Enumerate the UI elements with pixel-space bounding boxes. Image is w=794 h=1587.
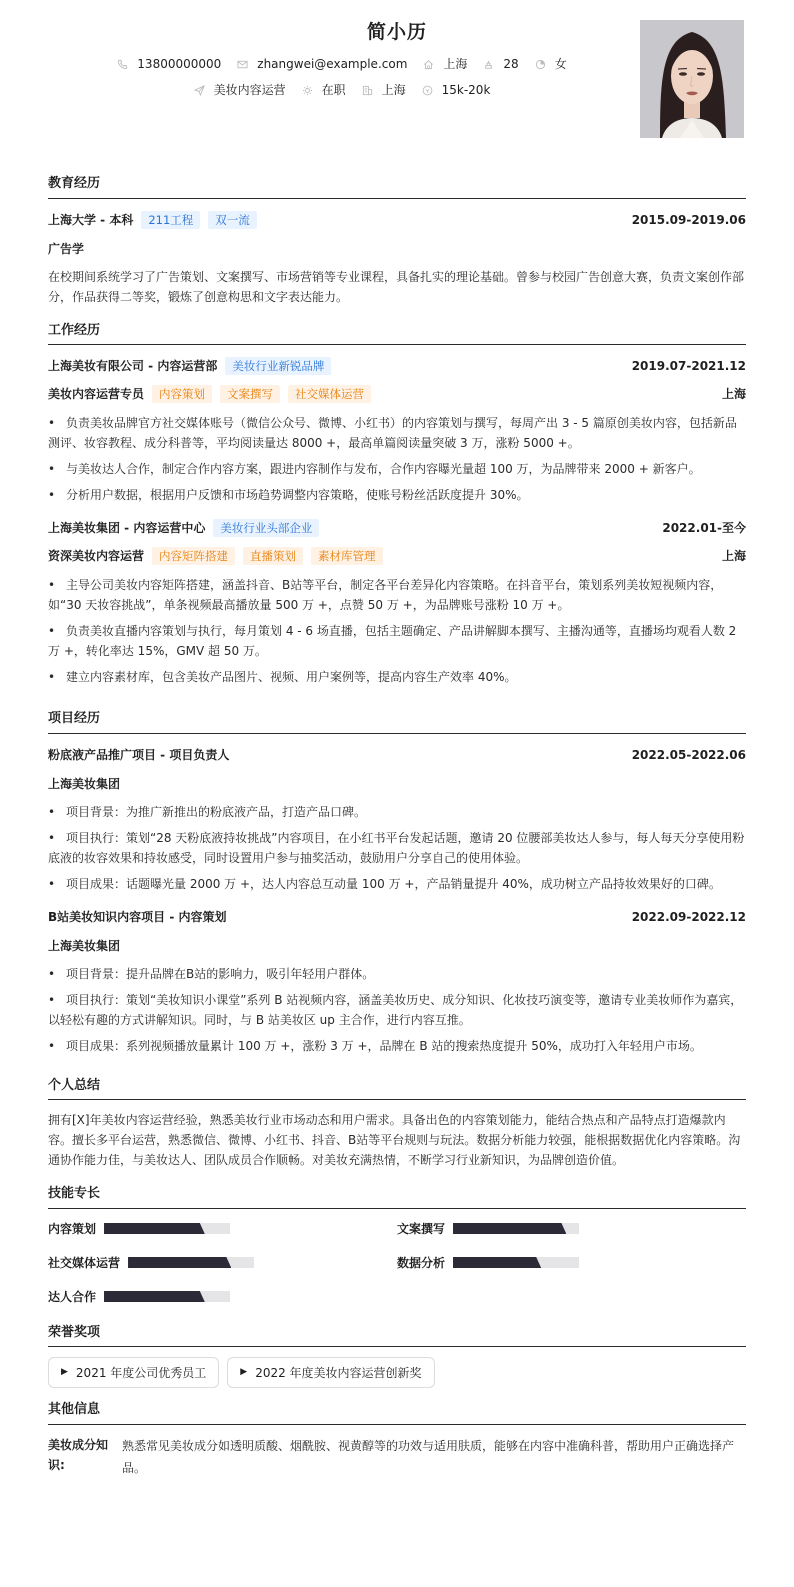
mail-icon bbox=[237, 59, 248, 70]
send-icon bbox=[194, 85, 205, 96]
projects-section bbox=[48, 709, 746, 1056]
list-item: •分析用户数据，根据用户反馈和市场趋势调整内容策略，使账号粉丝活跃度提升 30%。 bbox=[48, 485, 746, 505]
project-org: 上海美妆集团 bbox=[48, 776, 121, 791]
phone-info bbox=[117, 55, 221, 73]
section-title-work: 工作经历 bbox=[48, 321, 746, 346]
work-bullets bbox=[48, 413, 746, 505]
job-status-info bbox=[302, 81, 346, 99]
section-title-summary: 个人总结 bbox=[48, 1076, 746, 1101]
city-info bbox=[423, 55, 467, 73]
list-item: •主导公司美妆内容矩阵搭建，涵盖抖音、B站等平台，制定各平台差异化内容策略。在抖音平台，策划系列美妆短视频内容，如“30 天妆容挑战”，单条视频最高播放量 500 万 +，点赞 50 万 +，为品牌账号涨粉 10 万 +。 bbox=[48, 575, 746, 615]
other-info-label: 美妆成分知识: bbox=[48, 1437, 109, 1472]
company-name: 上海美妆集团 - 内容运营中心 bbox=[48, 521, 206, 535]
building-icon bbox=[362, 85, 373, 96]
phone-value: 13800000000 bbox=[137, 57, 222, 71]
section-title-other: 其他信息 bbox=[48, 1400, 746, 1425]
role-tag: 内容策划 bbox=[152, 385, 212, 403]
role-tag: 直播策划 bbox=[243, 547, 303, 565]
list-item: •项目成果：系列视频播放量累计 100 万 +，涨粉 3 万 +，品牌在 B 站的搜索热度提升 50%，成功打入年轻用户市场。 bbox=[48, 1036, 746, 1056]
salary-icon bbox=[422, 85, 433, 96]
award-item: ▶ 2021 年度公司优秀员工 bbox=[48, 1357, 219, 1388]
work-section bbox=[48, 321, 746, 688]
project-date: 2022.05-2022.06 bbox=[631, 747, 746, 762]
education-header-row bbox=[48, 209, 746, 231]
list-item: •项目执行：策划“28 天粉底液持妆挑战”内容项目，在小红书平台发起话题，邀请 20 位腰部美妆达人参与，每人每天分享使用粉底液的妆容效果和持妆感受，同时设置用户参与抽奖活动，鼓励用户分享自己的使用体验。 bbox=[48, 828, 746, 868]
section-title-projects: 项目经历 bbox=[48, 709, 746, 734]
project-item bbox=[48, 744, 746, 894]
gender-info bbox=[535, 55, 567, 73]
skill-bar bbox=[104, 1223, 230, 1234]
work-item bbox=[48, 355, 746, 505]
age-icon bbox=[483, 59, 494, 70]
list-item: •项目背景：提升品牌在B站的影响力，吸引年轻用户群体。 bbox=[48, 964, 746, 984]
education-description: 在校期间系统学习了广告策划、文案撰写、市场营销等专业课程，具备扎实的理论基础。曾参与校园广告创意大赛，负责文案创作部分，作品获得二等奖，锻炼了创意构思和文字表达能力。 bbox=[48, 269, 745, 304]
section-title-skills: 技能专长 bbox=[48, 1184, 746, 1209]
target-position-info bbox=[194, 81, 286, 99]
job-status-value: 在职 bbox=[321, 83, 346, 97]
target-city-value: 上海 bbox=[381, 83, 406, 97]
education-date: 2015.09-2019.06 bbox=[631, 212, 746, 227]
email-info bbox=[237, 55, 407, 73]
school-tag: 双一流 bbox=[208, 211, 257, 229]
project-name: B站美妆知识内容项目 - 内容策划 bbox=[48, 909, 227, 924]
company-tag: 美妆行业新锐品牌 bbox=[225, 357, 331, 375]
skill-item: 内容策划 bbox=[48, 1219, 397, 1239]
work-company-row bbox=[48, 517, 746, 539]
list-item: •负责美妆直播内容策划与执行，每月策划 4 - 6 场直播，包括主题确定、产品讲解脚本撰写、主播沟通等，直播场均观看人数 2 万 +，转化率达 15%，GMV 超 50 万。 bbox=[48, 621, 746, 661]
candidate-name: 简小历 bbox=[366, 21, 427, 43]
project-header-row bbox=[48, 906, 746, 928]
target-city-info bbox=[362, 81, 406, 99]
skill-bar bbox=[453, 1257, 579, 1268]
company-tag: 美妆行业头部企业 bbox=[213, 519, 319, 537]
other-info-item bbox=[48, 1435, 746, 1479]
skill-item: 达人合作 bbox=[48, 1287, 397, 1307]
role-tag: 文案撰写 bbox=[220, 385, 280, 403]
awards-section bbox=[48, 1323, 746, 1389]
work-role-row bbox=[48, 545, 746, 567]
skill-bar bbox=[128, 1257, 254, 1268]
skills-grid bbox=[48, 1219, 746, 1307]
phone-icon bbox=[117, 59, 128, 70]
work-date: 2022.01-至今 bbox=[662, 521, 746, 535]
other-section bbox=[48, 1400, 746, 1479]
company-name: 上海美妆有限公司 - 内容运营部 bbox=[48, 359, 218, 373]
role-tag: 社交媒体运营 bbox=[288, 385, 371, 403]
skills-section bbox=[48, 1184, 746, 1307]
major: 广告学 bbox=[48, 241, 85, 256]
work-company-row bbox=[48, 355, 746, 377]
skill-item: 数据分析 bbox=[397, 1253, 746, 1273]
awards-list bbox=[48, 1357, 746, 1388]
project-name: 粉底液产品推广项目 - 项目负责人 bbox=[48, 747, 230, 762]
triangle-right-icon: ▶ bbox=[61, 1366, 68, 1377]
work-location: 上海 bbox=[721, 549, 746, 563]
role-tag: 内容矩阵搭建 bbox=[152, 547, 235, 565]
skill-item: 社交媒体运营 bbox=[48, 1253, 397, 1273]
project-org: 上海美妆集团 bbox=[48, 938, 121, 953]
salary-value: 15k-20k bbox=[441, 83, 491, 97]
work-location: 上海 bbox=[721, 387, 746, 401]
skill-bar bbox=[453, 1223, 579, 1234]
project-date: 2022.09-2022.12 bbox=[631, 909, 746, 924]
summary-text: 拥有[X]年美妆内容运营经验，熟悉美妆行业市场动态和用户需求。具备出色的内容策划能力，能结合热点和产品特点打造爆款内容。擅长多平台运营，熟悉微信、微博、小红书、抖音、B站等平台规则与玩法。数据分析能力较强，能根据数据优化内容策略。沟通协作能力佳，与美妆达人、团队成员合作顺畅。对美妆充满热情，不断学习行业新知识，为品牌创造价值。 bbox=[48, 1113, 741, 1167]
list-item: •项目背景：为推广新推出的粉底液产品，打造产品口碑。 bbox=[48, 802, 746, 822]
award-item: ▶ 2022 年度美妆内容运营创新奖 bbox=[227, 1357, 434, 1388]
work-item bbox=[48, 517, 746, 687]
list-item: •建立内容素材库，包含美妆产品图片、视频、用户案例等，提高内容生产效率 40%。 bbox=[48, 667, 746, 687]
project-bullets bbox=[48, 964, 746, 1056]
section-title-awards: 荣誉奖项 bbox=[48, 1323, 746, 1348]
list-item: •项目执行：策划“美妆知识小课堂”系列 B 站视频内容，涵盖美妆历史、成分知识、化妆技巧演变等，邀请专业美妆师作为嘉宾，以轻松有趣的方式讲解知识。同时，与 B 站美妆区 up 主合作，进行内容互推。 bbox=[48, 990, 746, 1030]
work-role-row bbox=[48, 383, 746, 405]
project-item bbox=[48, 906, 746, 1056]
summary-section bbox=[48, 1076, 746, 1171]
profile-photo bbox=[640, 20, 744, 138]
role-tag: 素材库管理 bbox=[311, 547, 383, 565]
age-info bbox=[483, 55, 518, 73]
skill-bar bbox=[104, 1291, 230, 1302]
education-item bbox=[48, 209, 746, 307]
education-section bbox=[48, 174, 746, 307]
email-value: zhangwei@example.com bbox=[257, 57, 408, 71]
age-value: 28 bbox=[503, 57, 519, 71]
work-bullets bbox=[48, 575, 746, 687]
project-bullets bbox=[48, 802, 746, 894]
list-item: •项目成果：话题曝光量 2000 万 +，达人内容总互动量 100 万 +，产品销量提升 40%，成功树立产品持妆效果好的口碑。 bbox=[48, 874, 746, 894]
triangle-right-icon: ▶ bbox=[240, 1366, 248, 1377]
resume-header bbox=[48, 18, 746, 168]
list-item: •与美妆达人合作，制定合作内容方案，跟进内容制作与发布，合作内容曝光量超 100 万，为品牌带来 2000 + 新客户。 bbox=[48, 459, 746, 479]
gender-value: 女 bbox=[554, 57, 567, 71]
school-tag: 211工程 bbox=[141, 211, 200, 229]
salary-info bbox=[422, 81, 491, 99]
gender-icon bbox=[535, 59, 546, 70]
school-name: 上海大学 - 本科 bbox=[48, 212, 134, 227]
role-title: 美妆内容运营专员 bbox=[48, 387, 145, 401]
city-value: 上海 bbox=[443, 57, 468, 71]
skill-item: 文案撰写 bbox=[397, 1219, 746, 1239]
work-date: 2019.07-2021.12 bbox=[631, 359, 746, 373]
role-title: 资深美妆内容运营 bbox=[48, 549, 145, 563]
project-header-row bbox=[48, 744, 746, 766]
section-title-education: 教育经历 bbox=[48, 174, 746, 199]
list-item: •负责美妆品牌官方社交媒体账号（微信公众号、微博、小红书）的内容策划与撰写，每周产出 3 - 5 篇原创美妆内容，包括新品测评、妆容教程、成分科普等，平均阅读量达 8000 +，最高单篇阅读量突破 3 万，涨粉 5000 +。 bbox=[48, 413, 746, 453]
other-info-value: 熟悉常见美妆成分如透明质酸、烟酰胺、视黄醇等的功效与适用肤质，能够在内容中准确科普，帮助用户正确选择产品。 bbox=[122, 1438, 735, 1475]
target-position-value: 美妆内容运营 bbox=[213, 83, 286, 97]
status-icon bbox=[302, 85, 313, 96]
home-icon bbox=[423, 59, 434, 70]
